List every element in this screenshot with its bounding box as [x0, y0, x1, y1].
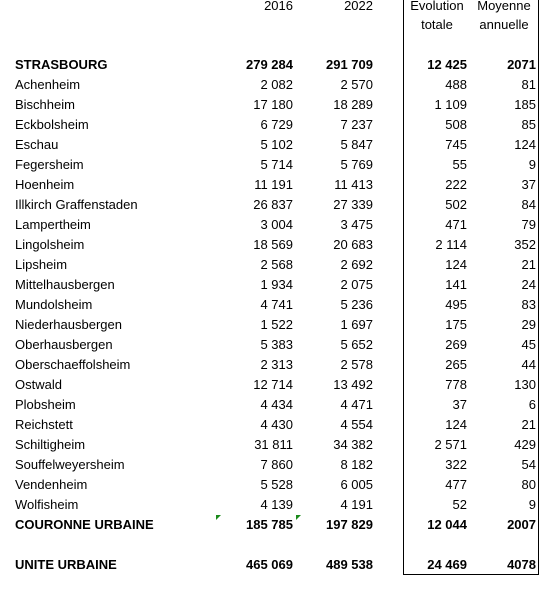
- commune-row-evolution: 477: [445, 477, 467, 492]
- header-2022: 2022: [344, 0, 373, 13]
- commune-row-2016: 12 714: [253, 377, 293, 392]
- commune-row-2022: 6 005: [340, 477, 373, 492]
- row-strasbourg-2022: 291 709: [326, 57, 373, 72]
- row-couronne-moyenne: 2007: [507, 517, 536, 532]
- row-strasbourg-moyenne: 2071: [507, 57, 536, 72]
- error-indicator-2022: [296, 515, 301, 520]
- commune-row-name: Souffelweyersheim: [15, 457, 125, 472]
- commune-row-2022: 13 492: [333, 377, 373, 392]
- row-couronne-evolution: 12 044: [427, 517, 467, 532]
- commune-row-moyenne: 185: [514, 97, 536, 112]
- commune-row-2016: 26 837: [253, 197, 293, 212]
- commune-row-moyenne: 21: [521, 257, 536, 272]
- commune-row-name: Reichstett: [15, 417, 73, 432]
- commune-row-2016: 17 180: [253, 97, 293, 112]
- commune-row-evolution: 141: [445, 277, 467, 292]
- commune-row-2022: 2 570: [340, 77, 373, 92]
- commune-row-2022: 2 692: [340, 257, 373, 272]
- commune-row-moyenne: 9: [528, 497, 536, 512]
- commune-row-name: Vendenheim: [15, 477, 88, 492]
- commune-row-2016: 4 741: [260, 297, 293, 312]
- commune-row-moyenne: 29: [521, 317, 536, 332]
- commune-row-name: Lampertheim: [15, 217, 91, 232]
- commune-row-2022: 11 413: [334, 177, 373, 192]
- commune-row-evolution: 495: [445, 297, 467, 312]
- commune-row-name: Niederhausbergen: [15, 317, 122, 332]
- commune-row-name: Ostwald: [15, 377, 62, 392]
- commune-row-moyenne: 44: [521, 357, 536, 372]
- header-evolution-line1: Evolution: [410, 0, 464, 13]
- commune-row-2022: 1 697: [340, 317, 373, 332]
- commune-row-2016: 5 528: [260, 477, 293, 492]
- commune-row-2022: 20 683: [333, 237, 373, 252]
- row-unite-2016: 465 069: [246, 557, 293, 572]
- commune-row-moyenne: 130: [514, 377, 536, 392]
- commune-row-2016: 18 569: [253, 237, 293, 252]
- commune-row-2022: 18 289: [333, 97, 373, 112]
- commune-row-2016: 7 860: [260, 457, 293, 472]
- commune-row-2016: 1 522: [260, 317, 293, 332]
- commune-row-evolution: 2 571: [434, 437, 467, 452]
- error-indicator-2016: [216, 515, 221, 520]
- commune-row-name: Oberhausbergen: [15, 337, 113, 352]
- commune-row-name: Lipsheim: [15, 257, 68, 272]
- commune-row-2016: 5 714: [260, 157, 293, 172]
- commune-row-moyenne: 85: [521, 117, 536, 132]
- commune-row-moyenne: 124: [514, 137, 536, 152]
- row-unite-moyenne: 4078: [507, 557, 536, 572]
- commune-row-name: Oberschaeffolsheim: [15, 357, 131, 372]
- commune-row-name: Achenheim: [15, 77, 81, 92]
- commune-row-2022: 5 847: [340, 137, 373, 152]
- commune-row-2016: 1 934: [260, 277, 293, 292]
- commune-row-moyenne: 352: [514, 237, 536, 252]
- commune-row-name: Bischheim: [15, 97, 75, 112]
- commune-row-name: Wolfisheim: [15, 497, 79, 512]
- commune-row-2016: 5 383: [260, 337, 293, 352]
- commune-row-moyenne: 54: [521, 457, 536, 472]
- commune-row-2022: 34 382: [333, 437, 373, 452]
- commune-row-moyenne: 81: [521, 77, 536, 92]
- commune-row-name: Eckbolsheim: [15, 117, 89, 132]
- commune-row-2022: 2 578: [340, 357, 373, 372]
- commune-row-2016: 2 568: [260, 257, 293, 272]
- border-right: [538, 0, 539, 575]
- commune-row-evolution: 2 114: [435, 237, 467, 252]
- commune-row-2016: 4 430: [260, 417, 293, 432]
- commune-row-moyenne: 429: [514, 437, 536, 452]
- row-couronne-name: COURONNE URBAINE: [15, 517, 154, 532]
- row-strasbourg-name: STRASBOURG: [15, 57, 108, 72]
- row-couronne-2022: 197 829: [326, 517, 373, 532]
- header-moyenne-line1: Moyenne: [477, 0, 531, 13]
- commune-row-2016: 11 191: [254, 177, 293, 192]
- commune-row-evolution: 471: [445, 217, 467, 232]
- header-moyenne-line2: annuelle: [479, 17, 529, 32]
- commune-row-2022: 27 339: [333, 197, 373, 212]
- commune-row-evolution: 502: [445, 197, 467, 212]
- commune-row-evolution: 488: [445, 77, 467, 92]
- row-strasbourg-2016: 279 284: [246, 57, 293, 72]
- commune-row-2016: 6 729: [260, 117, 293, 132]
- commune-row-moyenne: 24: [521, 277, 536, 292]
- commune-row-moyenne: 45: [521, 337, 536, 352]
- commune-row-moyenne: 37: [521, 177, 536, 192]
- commune-row-moyenne: 6: [528, 397, 536, 412]
- commune-row-name: Illkirch Graffenstaden: [15, 197, 138, 212]
- commune-row-evolution: 55: [452, 157, 467, 172]
- commune-row-2016: 5 102: [260, 137, 293, 152]
- commune-row-moyenne: 83: [521, 297, 536, 312]
- commune-row-evolution: 222: [445, 177, 467, 192]
- commune-row-evolution: 124: [445, 257, 467, 272]
- commune-row-name: Mundolsheim: [15, 297, 93, 312]
- commune-row-name: Schiltigheim: [15, 437, 86, 452]
- commune-row-evolution: 124: [445, 417, 467, 432]
- commune-row-evolution: 508: [445, 117, 467, 132]
- row-unite-evolution: 24 469: [427, 557, 467, 572]
- commune-row-evolution: 269: [445, 337, 467, 352]
- commune-row-2016: 4 434: [260, 397, 293, 412]
- commune-row-2022: 8 182: [340, 457, 373, 472]
- commune-row-name: Eschau: [15, 137, 59, 152]
- commune-row-2022: 5 769: [340, 157, 373, 172]
- commune-row-name: Mittelhausbergen: [15, 277, 115, 292]
- commune-row-name: Fegersheim: [15, 157, 84, 172]
- commune-row-name: Lingolsheim: [15, 237, 85, 252]
- commune-row-name: Hoenheim: [15, 177, 75, 192]
- row-couronne-2016: 185 785: [246, 517, 293, 532]
- commune-row-evolution: 322: [445, 457, 467, 472]
- border-bottom: [403, 574, 539, 575]
- commune-row-2022: 2 075: [340, 277, 373, 292]
- commune-row-2022: 4 554: [340, 417, 373, 432]
- commune-row-evolution: 745: [445, 137, 467, 152]
- commune-row-evolution: 52: [452, 497, 467, 512]
- commune-row-2016: 3 004: [260, 217, 293, 232]
- commune-row-moyenne: 9: [528, 157, 536, 172]
- row-unite-2022: 489 538: [326, 557, 373, 572]
- row-unite-name: UNITE URBAINE: [15, 557, 117, 572]
- commune-row-2022: 5 652: [340, 337, 373, 352]
- commune-row-moyenne: 79: [521, 217, 536, 232]
- row-strasbourg-evolution: 12 425: [427, 57, 467, 72]
- commune-row-2016: 4 139: [260, 497, 293, 512]
- commune-row-evolution: 175: [445, 317, 467, 332]
- commune-row-2022: 5 236: [340, 297, 373, 312]
- commune-row-2022: 7 237: [340, 117, 373, 132]
- commune-row-evolution: 37: [452, 397, 467, 412]
- commune-row-2016: 2 082: [260, 77, 293, 92]
- commune-row-2022: 3 475: [340, 217, 373, 232]
- commune-row-evolution: 1 109: [434, 97, 467, 112]
- header-2016: 2016: [264, 0, 293, 13]
- commune-row-2016: 2 313: [260, 357, 293, 372]
- commune-row-moyenne: 80: [521, 477, 536, 492]
- commune-row-2022: 4 471: [340, 397, 373, 412]
- border-left: [403, 0, 404, 575]
- commune-row-name: Plobsheim: [15, 397, 76, 412]
- commune-row-2016: 31 811: [254, 437, 293, 452]
- commune-row-2022: 4 191: [340, 497, 373, 512]
- header-evolution-line2: totale: [421, 17, 453, 32]
- commune-row-evolution: 778: [445, 377, 467, 392]
- commune-row-moyenne: 84: [521, 197, 536, 212]
- commune-row-moyenne: 21: [521, 417, 536, 432]
- commune-row-evolution: 265: [445, 357, 467, 372]
